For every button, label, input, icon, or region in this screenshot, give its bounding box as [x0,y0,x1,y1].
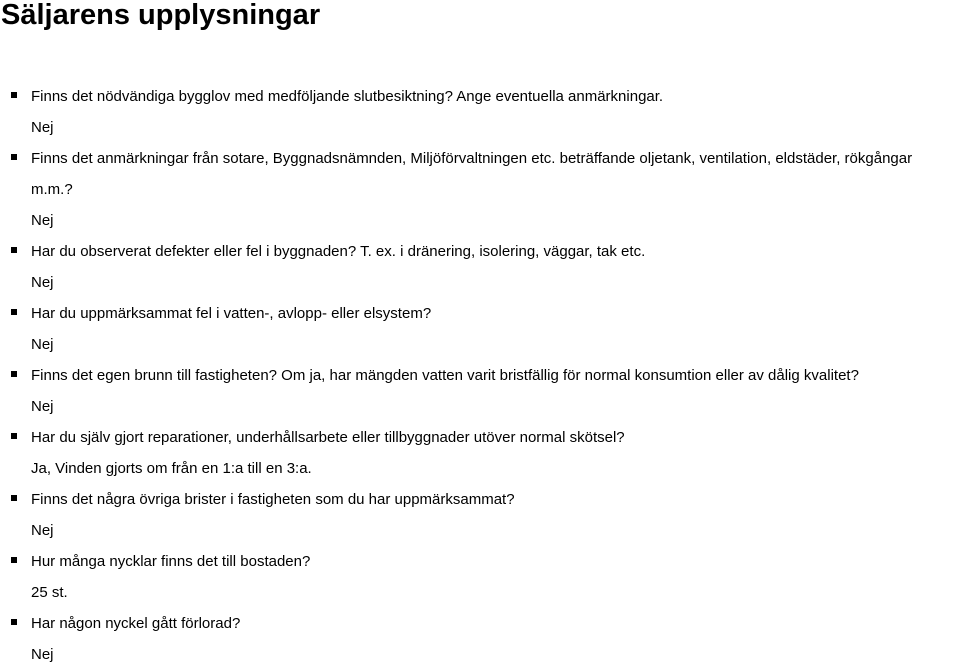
answer-text: Nej [31,646,54,663]
answer-text: Nej [31,336,54,353]
answer-text: Nej [31,119,54,136]
square-bullet-icon [11,433,17,439]
square-bullet-icon [11,154,17,160]
list-item [0,484,960,546]
list-item [0,143,960,236]
list-item [0,81,960,143]
question-text: Finns det nödvändiga bygglov med medföljande slutbesiktning? Ange eventuella anmärkningar. [31,88,664,105]
seller-disclosure-list [0,81,960,664]
page-title: Säljarens upplysningar [1,0,321,31]
answer-text: Nej [31,398,54,415]
question-text: Hur många nycklar finns det till bostaden? [31,553,311,570]
question-text: Har någon nyckel gått förlorad? [31,615,241,632]
list-item [0,236,960,298]
square-bullet-icon [11,495,17,501]
square-bullet-icon [11,247,17,253]
square-bullet-icon [11,371,17,377]
answer-text: 25 st. [31,584,68,601]
list-item [0,298,960,360]
answer-text: Nej [31,212,54,229]
question-text: Finns det egen brunn till fastigheten? Om ja, har mängden vatten varit bristfällig för normal konsumtion eller av dålig kvalitet? [31,367,859,384]
list-item [0,422,960,484]
answer-text: Ja, Vinden gjorts om från en 1:a till en 3:a. [31,460,312,477]
question-text: Har du uppmärksammat fel i vatten-, avlopp- eller elsystem? [31,305,432,322]
question-text: Finns det anmärkningar från sotare, Byggnadsnämnden, Miljöförvaltningen etc. beträffande oljetank, ventilation, eldstäder, rökgångar m.m.? [31,150,913,198]
answer-text: Nej [31,522,54,539]
list-item [0,608,960,664]
question-text: Finns det några övriga brister i fastigheten som du har uppmärksammat? [31,491,515,508]
list-item [0,360,960,422]
square-bullet-icon [11,92,17,98]
question-text: Har du observerat defekter eller fel i byggnaden? T. ex. i dränering, isolering, väggar, tak etc. [31,243,646,260]
square-bullet-icon [11,309,17,315]
square-bullet-icon [11,619,17,625]
square-bullet-icon [11,557,17,563]
question-text: Har du själv gjort reparationer, underhållsarbete eller tillbyggnader utöver normal skötsel? [31,429,625,446]
answer-text: Nej [31,274,54,291]
list-item [0,546,960,608]
